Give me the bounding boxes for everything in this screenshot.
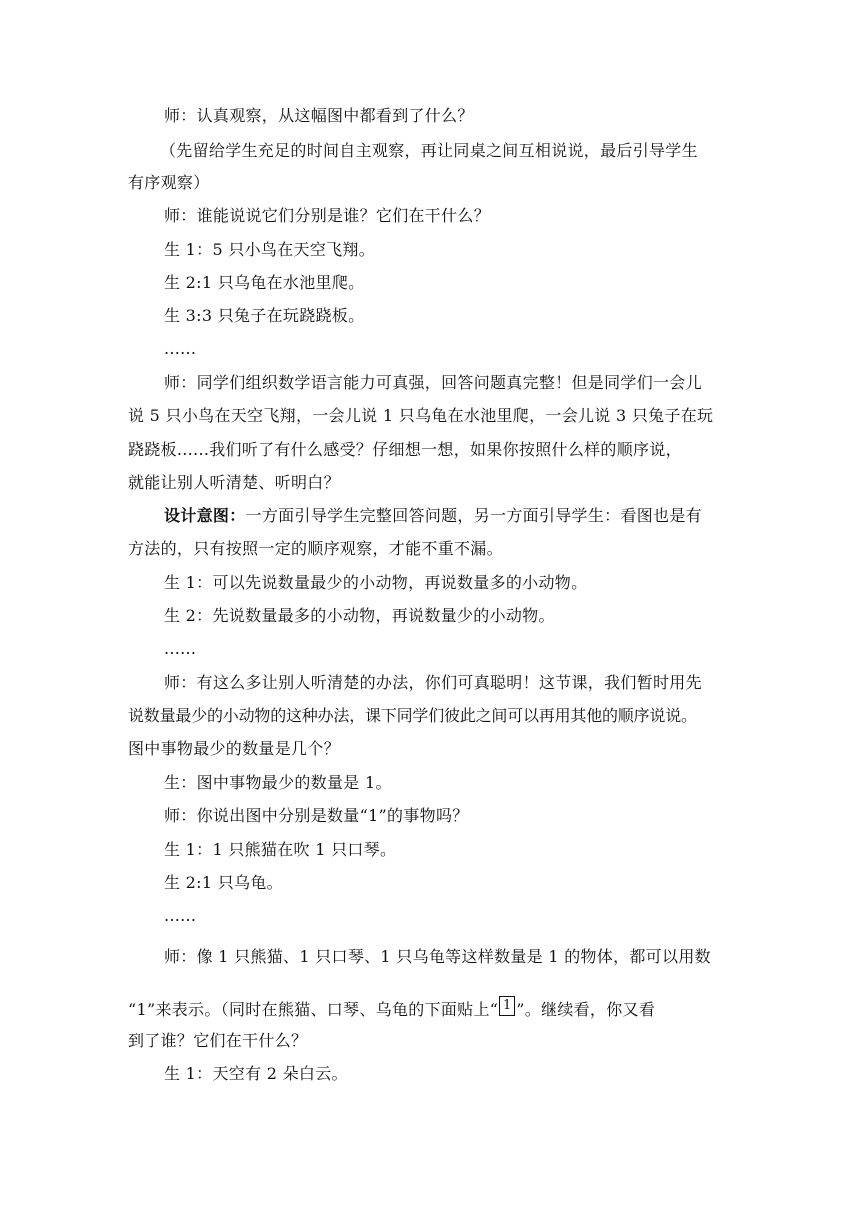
ellipsis-line: ...... bbox=[164, 639, 197, 658]
paragraph-line: 有序观察） bbox=[128, 173, 210, 192]
paragraph-line: 生 1：5 只小鸟在天空飞翔。 bbox=[164, 240, 376, 259]
paragraph-line: 师：像 1 只熊猫、1 只口琴、1 只乌龟等这样数量是 1 的物体，都可以用数 bbox=[164, 947, 711, 966]
number-card-box: 1 bbox=[499, 996, 515, 1016]
paragraph-line: 到了谁？它们在干什么？ bbox=[128, 1031, 308, 1050]
paragraph-line: 师：谁能说说它们分别是谁？它们在干什么？ bbox=[164, 206, 491, 225]
paragraph-line bbox=[128, 996, 860, 1020]
paragraph-line: 图中事物最少的数量是几个？ bbox=[128, 739, 340, 758]
paragraph-line: 师：同学们组织数学语言能力可真强，回答问题真完整！但是同学们一会儿 bbox=[164, 373, 702, 392]
paragraph-line: 师：有这么多让别人听清楚的办法，你们可真聪明！这节课，我们暂时用先 bbox=[164, 673, 702, 692]
paragraph-line: 生 1：1 只熊猫在吹 1 只口琴。 bbox=[164, 840, 397, 859]
paragraph-line: 生：图中事物最少的数量是 1。 bbox=[164, 773, 392, 792]
paragraph-line: 师：你说出图中分别是数量“1”的事物吗？ bbox=[164, 806, 469, 825]
paragraph-line: 生 3:3 只兔子在玩跷跷板。 bbox=[164, 306, 365, 325]
ellipsis-line: ...... bbox=[164, 339, 197, 358]
design-intent-text: 一方面引导学生完整回答问题，另一方面引导学生：看图也是有 bbox=[245, 506, 702, 525]
paragraph-line: 生 2:1 只乌龟在水池里爬。 bbox=[164, 273, 365, 292]
paragraph-line: 说数量最少的小动物的这种办法，课下同学们彼此之间可以再用其他的顺序说说。 bbox=[128, 706, 697, 725]
paragraph-line: 方法的，只有按照一定的顺序观察，才能不重不漏。 bbox=[128, 539, 503, 558]
paragraph-line: 生 2：先说数量最多的小动物，再说数量少的小动物。 bbox=[164, 606, 555, 625]
text-segment: “1”来表示。（同时在熊猫、口琴、乌龟的下面贴上“ bbox=[128, 1000, 499, 1019]
paragraph-line: 生 1：可以先说数量最少的小动物，再说数量多的小动物。 bbox=[164, 573, 588, 592]
design-intent-label: 设计意图： bbox=[164, 506, 246, 525]
paragraph-line: 说 5 只小鸟在天空飞翔，一会儿说 1 只乌龟在水池里爬，一会儿说 3 只兔子在玩 bbox=[128, 406, 714, 425]
paragraph-line: （先留给学生充足的时间自主观察，再让同桌之间互相说说，最后引导学生 bbox=[160, 141, 698, 160]
ellipsis-line: ...... bbox=[164, 906, 197, 925]
design-intent-line bbox=[164, 506, 860, 526]
paragraph-line: 就能让别人听清楚、听明白？ bbox=[128, 473, 340, 492]
paragraph-line: 师：认真观察，从这幅图中都看到了什么？ bbox=[164, 106, 474, 125]
paragraph-line: 生 1：天空有 2 朵白云。 bbox=[164, 1064, 348, 1083]
paragraph-line: 跷跷板......我们听了有什么感受？仔细想一想，如果你按照什么样的顺序说， bbox=[128, 440, 682, 459]
text-segment: ”。继续看，你又看 bbox=[516, 1000, 656, 1019]
paragraph-line: 生 2:1 只乌龟。 bbox=[164, 873, 283, 892]
